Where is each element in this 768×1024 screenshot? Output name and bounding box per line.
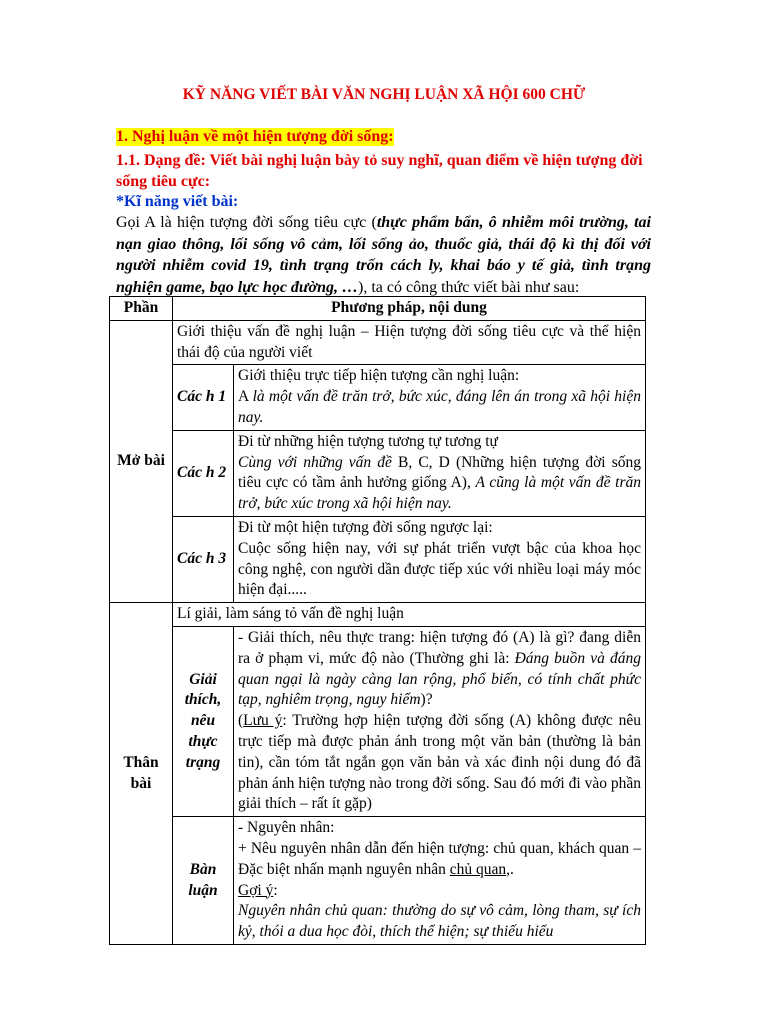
cach-3-label: Các h 3 bbox=[173, 516, 234, 602]
header-phan: Phần bbox=[110, 297, 173, 321]
bl-underline: chủ quan bbox=[449, 860, 507, 878]
mo-bai-summary: Giới thiệu vấn đề nghị luận – Hiện tượng đời sống tiêu cực và thể hiện thái độ của người viết bbox=[173, 320, 646, 365]
cach-1-prefix: A bbox=[238, 388, 253, 406]
skill-heading: *Kĩ năng viết bài: bbox=[116, 193, 239, 210]
cach-3-line2: Cuộc sống hiện nay, với sự phát triển vượt bậc của khoa học công nghệ, con người dần được tiếp xúc với nhiều loại máy móc hiện đại..... bbox=[238, 539, 641, 599]
cach-1-label: Các h 1 bbox=[173, 365, 234, 430]
gt-end: )? bbox=[420, 691, 433, 709]
table-row bbox=[110, 320, 646, 365]
bl-line2 bbox=[238, 839, 641, 881]
bl-text: + Nêu nguyên nhân dẫn đến hiện tượng: chủ quan, khách quan – Đặc biệt nhấn mạnh nguyên nhân bbox=[238, 839, 641, 878]
cach-3-content bbox=[234, 516, 646, 602]
bl-end: ,. bbox=[506, 860, 514, 878]
table-row bbox=[110, 365, 646, 430]
gt-note-text: : Trường hợp hiện tượng đời sống (A) không được nêu trực tiếp mà được phản ánh trong một văn bản (thường là bản tin), cần tóm tắt ngắn gọn văn bản và xác đinh nội dung đó đã phản ánh hiện tượng nào trong đời sống. Sau đó mới đi vào phần giải thích – rất ít gặp) bbox=[238, 712, 642, 813]
cach-2-label: Các h 2 bbox=[173, 430, 234, 516]
cach-2-normal: B, C, D (Những hiện tượng đời sống tiêu cực có tầm ảnh hưởng giống A), bbox=[238, 453, 641, 492]
subsection-heading: 1.1. Dạng đề: Viết bài nghị luận bày tỏ suy nghĩ, quan điểm về hiện tượng đời sống tiêu cực: bbox=[116, 152, 643, 190]
page-title: KỸ NĂNG VIẾT BÀI VĂN NGHỊ LUẬN XÃ HỘI 600 CHỮ bbox=[182, 86, 586, 103]
cach-1-line: Giới thiệu trực tiếp hiện tượng cần nghị luận: bbox=[238, 367, 520, 385]
giai-thich-p2 bbox=[238, 711, 641, 815]
bl-line3 bbox=[238, 881, 641, 902]
bl-line1: - Nguyên nhân: bbox=[238, 819, 335, 837]
giai-thich-label: Giải thích, nêu thực trạng bbox=[173, 626, 234, 816]
table-row bbox=[110, 817, 646, 945]
cach-1-line2 bbox=[238, 387, 641, 429]
section-heading: 1. Nghị luận về một hiện tượng đời sống: bbox=[116, 128, 394, 145]
cach-1-italic: là một vấn đề trăn trở, bức xúc, đáng lên án trong xã hội hiện nay. bbox=[238, 388, 641, 426]
cach-1-content bbox=[234, 365, 646, 430]
giai-thich-content bbox=[234, 626, 646, 816]
header-content: Phương pháp, nội dung bbox=[173, 297, 646, 321]
table-row bbox=[110, 516, 646, 602]
intro-italic: thực phẩm bẩn, ô nhiễm môi trường, tai nạn giao thông, lối sống vô cảm, lối sống ảo, thuốc giả, thái độ kì thị đối với người nhiễm covid 19, tình trạng trốn cách ly, khai báo y tế giả, tình trạng nghiện game, bạo lực học đường, … bbox=[116, 214, 651, 296]
ban-luan-content bbox=[234, 817, 646, 945]
table-row bbox=[110, 603, 646, 627]
gt-text: - Giải thích, nêu thực trang: hiện tượng đó (A) là gì? đang diễn ra ở phạm vi, mức độ nào (Thường ghi là: bbox=[238, 628, 641, 667]
intro-paragraph bbox=[116, 212, 651, 298]
outline-table bbox=[109, 296, 646, 945]
intro-text: Gọi A là hiện tượng đời sống tiêu cực ( bbox=[116, 214, 377, 231]
table-row bbox=[110, 626, 646, 816]
table-header-row bbox=[110, 297, 646, 321]
gt-note-label: Lưu ý bbox=[243, 712, 283, 730]
than-bai-summary: Lí giải, làm sáng tỏ vấn đề nghị luận bbox=[173, 603, 646, 627]
bl-hint-label: Gợi ý bbox=[238, 881, 274, 899]
ban-luan-label: Bàn luận bbox=[173, 817, 234, 945]
bl-hint-colon: : bbox=[273, 881, 278, 899]
giai-thich-p1 bbox=[238, 628, 641, 711]
bl-italic: Nguyên nhân chủ quan: thường do sự vô cảm, lòng tham, sự ích kỷ, thói a dua học đòi, thích thể hiện; sự thiếu hiểu bbox=[238, 902, 641, 941]
intro-text-end: ), ta có công thức viết bài như sau: bbox=[358, 278, 580, 296]
cach-3-line: Đi từ một hiện tượng đời sống ngược lại: bbox=[238, 518, 493, 536]
section-label-than-bai: Thân bài bbox=[110, 603, 173, 945]
gt-italic: Đáng buồn và đáng quan ngại là ngày càng lan rộng, phổ biến, có tính chất phức tạp, nghiêm trọng, nguy hiểm bbox=[238, 649, 641, 709]
cach-2-content bbox=[234, 430, 646, 516]
cach-2-body bbox=[238, 453, 641, 515]
bl-line4 bbox=[238, 901, 641, 943]
cach-2-italic-a: Cùng với những vấn đề bbox=[238, 453, 392, 471]
gt-open: ( bbox=[238, 712, 244, 730]
cach-2-italic-c: A cũng là một vấn đề trăn trở, bức xúc trong xã hội hiện nay. bbox=[238, 474, 641, 513]
table-row bbox=[110, 430, 646, 516]
section-label-mo-bai: Mở bài bbox=[110, 320, 173, 602]
cach-2-line: Đi từ những hiện tượng tương tự tương tự bbox=[238, 432, 498, 450]
